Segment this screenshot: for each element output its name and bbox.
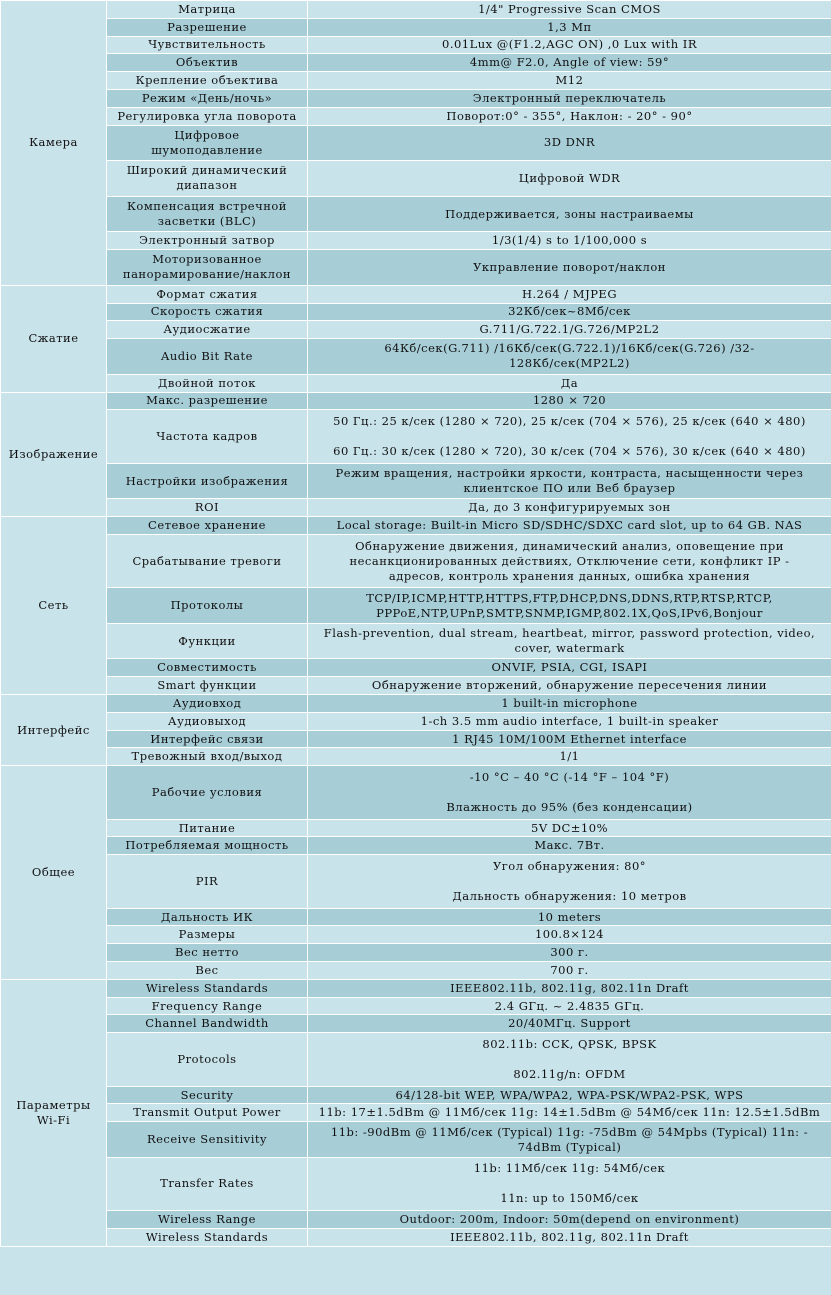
category-cell: Изображение bbox=[1, 392, 107, 517]
spec-value: Цифровой WDR bbox=[308, 161, 831, 197]
spec-value: IEEE802.11b, 802.11g, 802.11n Draft bbox=[308, 1228, 831, 1246]
spec-value: Обнаружение вторжений, обнаружение пересечения линии bbox=[308, 677, 831, 695]
spec-value: Обнаружение движения, динамический анализ, оповещение при несанкционированных действиях, Отключение сети, конфликт IP - адресов, контроль хранения данных, ошибка хранения bbox=[308, 534, 831, 587]
table-row bbox=[1, 36, 831, 54]
spec-value: Да bbox=[308, 374, 831, 392]
spec-label: Сетевое хранение bbox=[107, 517, 308, 535]
table-row bbox=[1, 1086, 831, 1104]
spec-value: 1 RJ45 10M/100M Ethernet interface bbox=[308, 730, 831, 748]
spec-value: Flash-prevention, dual stream, heartbeat, mirror, password protection, video, cover, watermark bbox=[308, 623, 831, 659]
table-row bbox=[1, 250, 831, 286]
spec-label: Protocols bbox=[107, 1033, 308, 1086]
table-row bbox=[1, 1228, 831, 1246]
table-row bbox=[1, 730, 831, 748]
spec-label: Потребляемая мощность bbox=[107, 837, 308, 855]
spec-label: Функции bbox=[107, 623, 308, 659]
spec-label: Channel Bandwidth bbox=[107, 1015, 308, 1033]
spec-value: 1 built-in microphone bbox=[308, 695, 831, 713]
spec-label: Тревожный вход/выход bbox=[107, 748, 308, 766]
spec-value: H.264 / MJPEG bbox=[308, 285, 831, 303]
table-row bbox=[1, 54, 831, 72]
spec-label: Разрешение bbox=[107, 18, 308, 36]
spec-value: 802.11b: CCK, QPSK, BPSK 802.11g/n: OFDM bbox=[308, 1033, 831, 1086]
spec-label: Питание bbox=[107, 819, 308, 837]
spec-label: Receive Sensitivity bbox=[107, 1122, 308, 1158]
spec-value: 1/3(1/4) s to 1/100,000 s bbox=[308, 232, 831, 250]
spec-value: 64/128-bit WEP, WPA/WPA2, WPA-PSK/WPA2-PSK, WPS bbox=[308, 1086, 831, 1104]
spec-value: M12 bbox=[308, 72, 831, 90]
spec-value: Макс. 7Вт. bbox=[308, 837, 831, 855]
table-row bbox=[1, 18, 831, 36]
table-row bbox=[1, 303, 831, 321]
spec-label: Моторизованное панорамирование/наклон bbox=[107, 250, 308, 286]
table-row bbox=[1, 285, 831, 303]
spec-label: PIR bbox=[107, 855, 308, 908]
spec-value: 1/4" Progressive Scan CMOS bbox=[308, 1, 831, 19]
spec-value: TCP/IP,ICMP,HTTP,HTTPS,FTP,DHCP,DNS,DDNS,RTP,RTSP,RTCP, PPPoE,NTP,UPnP,SMTP,SNMP,IGMP,802.1X,QoS,IPv6,Bonjour bbox=[308, 588, 831, 624]
table-row bbox=[1, 926, 831, 944]
spec-label: Крепление объектива bbox=[107, 72, 308, 90]
table-row bbox=[1, 748, 831, 766]
table-row bbox=[1, 1033, 831, 1086]
table-row bbox=[1, 855, 831, 908]
spec-label: Цифровое шумоподавление bbox=[107, 125, 308, 161]
table-row bbox=[1, 392, 831, 410]
spec-label: Электронный затвор bbox=[107, 232, 308, 250]
category-cell: Интерфейс bbox=[1, 695, 107, 766]
spec-value: Укправление поворот/наклон bbox=[308, 250, 831, 286]
table-row bbox=[1, 623, 831, 659]
spec-value: 32Кб/сек~8Мб/сек bbox=[308, 303, 831, 321]
table-row bbox=[1, 588, 831, 624]
table-row bbox=[1, 962, 831, 980]
spec-value: Угол обнаружения: 80° Дальность обнаружения: 10 метров bbox=[308, 855, 831, 908]
table-row bbox=[1, 72, 831, 90]
table-row bbox=[1, 1104, 831, 1122]
specifications-body bbox=[1, 1, 831, 1247]
spec-value: Да, до 3 конфигурируемых зон bbox=[308, 499, 831, 517]
spec-label: Audio Bit Rate bbox=[107, 339, 308, 375]
table-row bbox=[1, 410, 831, 463]
spec-label: Широкий динамический диапазон bbox=[107, 161, 308, 197]
spec-value: 1280 × 720 bbox=[308, 392, 831, 410]
spec-label: Аудиовыход bbox=[107, 712, 308, 730]
table-row bbox=[1, 659, 831, 677]
spec-value: 1,3 Мп bbox=[308, 18, 831, 36]
spec-label: Настройки изображения bbox=[107, 463, 308, 499]
table-row bbox=[1, 89, 831, 107]
spec-label: Рабочие условия bbox=[107, 766, 308, 819]
table-row bbox=[1, 339, 831, 375]
spec-value: Local storage: Built-in Micro SD/SDHC/SDXC card slot, up to 64 GB. NAS bbox=[308, 517, 831, 535]
table-row bbox=[1, 1, 831, 19]
table-row bbox=[1, 944, 831, 962]
spec-label: Частота кадров bbox=[107, 410, 308, 463]
table-row bbox=[1, 125, 831, 161]
spec-value: 0.01Lux @(F1.2,AGC ON) ,0 Lux with IR bbox=[308, 36, 831, 54]
table-row bbox=[1, 1157, 831, 1210]
spec-value: -10 °C – 40 °C (-14 °F – 104 °F) Влажность до 95% (без конденсации) bbox=[308, 766, 831, 819]
spec-value: IEEE802.11b, 802.11g, 802.11n Draft bbox=[308, 979, 831, 997]
spec-value: 2.4 GГц. ~ 2.4835 GГц. bbox=[308, 997, 831, 1015]
category-cell: Камера bbox=[1, 1, 107, 286]
spec-label: Wireless Standards bbox=[107, 1228, 308, 1246]
spec-label: Срабатывание тревоги bbox=[107, 534, 308, 587]
spec-value: 11b: -90dBm @ 11Мб/сек (Typical) 11g: -75dBm @ 54Mpbs (Typical) 11n: - 74dBm (Typical) bbox=[308, 1122, 831, 1158]
spec-label: Регулировка угла поворота bbox=[107, 107, 308, 125]
spec-label: Вес bbox=[107, 962, 308, 980]
table-row bbox=[1, 517, 831, 535]
spec-value: Поддерживается, зоны настраиваемы bbox=[308, 196, 831, 232]
spec-value: Электронный переключатель bbox=[308, 89, 831, 107]
spec-value: 700 г. bbox=[308, 962, 831, 980]
spec-value: 4mm@ F2.0, Angle of view: 59° bbox=[308, 54, 831, 72]
spec-value: 3D DNR bbox=[308, 125, 831, 161]
spec-label: Режим «День/ночь» bbox=[107, 89, 308, 107]
table-row bbox=[1, 908, 831, 926]
spec-label: Wireless Range bbox=[107, 1211, 308, 1229]
spec-label: Двойной поток bbox=[107, 374, 308, 392]
spec-value: 1-ch 3.5 mm audio interface, 1 built-in speaker bbox=[308, 712, 831, 730]
table-row bbox=[1, 695, 831, 713]
spec-label: Frequency Range bbox=[107, 997, 308, 1015]
spec-value: Режим вращения, настройки яркости, контраста, насыщенности через клиентское ПО или Веб браузер bbox=[308, 463, 831, 499]
spec-label: Скорость сжатия bbox=[107, 303, 308, 321]
table-row bbox=[1, 997, 831, 1015]
spec-label: Transfer Rates bbox=[107, 1157, 308, 1210]
spec-value: 100.8×124 bbox=[308, 926, 831, 944]
spec-value: 300 г. bbox=[308, 944, 831, 962]
spec-value: 50 Гц.: 25 к/сек (1280 × 720), 25 к/сек (704 × 576), 25 к/сек (640 × 480) 60 Гц.: 30 к/сек (1280 × 720), 30 к/сек (704 × 576), 30 к/сек (640 × 480) bbox=[308, 410, 831, 463]
spec-label: Макс. разрешение bbox=[107, 392, 308, 410]
spec-value: 10 meters bbox=[308, 908, 831, 926]
table-row bbox=[1, 837, 831, 855]
spec-value: 11b: 11Мб/сек 11g: 54Мб/сек 11n: up to 150Мб/сек bbox=[308, 1157, 831, 1210]
table-row bbox=[1, 107, 831, 125]
spec-label: Дальность ИК bbox=[107, 908, 308, 926]
spec-label: Формат сжатия bbox=[107, 285, 308, 303]
spec-label: Аудиосжатие bbox=[107, 321, 308, 339]
spec-label: Компенсация встречной засветки (BLC) bbox=[107, 196, 308, 232]
spec-label: Совместимость bbox=[107, 659, 308, 677]
table-row bbox=[1, 321, 831, 339]
category-cell: Сжатие bbox=[1, 285, 107, 392]
spec-value: 1/1 bbox=[308, 748, 831, 766]
spec-label: Объектив bbox=[107, 54, 308, 72]
spec-label: Smart функции bbox=[107, 677, 308, 695]
spec-label: Размеры bbox=[107, 926, 308, 944]
table-row bbox=[1, 1122, 831, 1158]
spec-value: 11b: 17±1.5dBm @ 11Мб/сек 11g: 14±1.5dBm @ 54Мб/сек 11n: 12.5±1.5dBm bbox=[308, 1104, 831, 1122]
table-row bbox=[1, 534, 831, 587]
spec-value: 20/40МГц. Support bbox=[308, 1015, 831, 1033]
table-row bbox=[1, 1015, 831, 1033]
spec-label: Аудиовход bbox=[107, 695, 308, 713]
table-row bbox=[1, 463, 831, 499]
category-cell: Параметры Wi-Fi bbox=[1, 979, 107, 1246]
category-cell: Сеть bbox=[1, 517, 107, 695]
table-row bbox=[1, 712, 831, 730]
spec-label: Чувствительность bbox=[107, 36, 308, 54]
spec-value: Поворот:0° - 355°, Наклон: - 20° - 90° bbox=[308, 107, 831, 125]
table-row bbox=[1, 374, 831, 392]
table-row bbox=[1, 677, 831, 695]
spec-label: Протоколы bbox=[107, 588, 308, 624]
spec-label: Transmit Output Power bbox=[107, 1104, 308, 1122]
spec-label: Вес нетто bbox=[107, 944, 308, 962]
table-row bbox=[1, 1211, 831, 1229]
spec-label: Security bbox=[107, 1086, 308, 1104]
spec-value: ONVIF, PSIA, CGI, ISAPI bbox=[308, 659, 831, 677]
table-row bbox=[1, 499, 831, 517]
spec-value: 64Кб/сек(G.711) /16Кб/сек(G.722.1)/16Кб/сек(G.726) /32- 128Кб/сек(MP2L2) bbox=[308, 339, 831, 375]
table-row bbox=[1, 979, 831, 997]
spec-label: Матрица bbox=[107, 1, 308, 19]
spec-label: ROI bbox=[107, 499, 308, 517]
category-cell: Общее bbox=[1, 766, 107, 980]
spec-label: Интерфейс связи bbox=[107, 730, 308, 748]
table-row bbox=[1, 196, 831, 232]
spec-value: Outdoor: 200m, Indoor: 50m(depend on environment) bbox=[308, 1211, 831, 1229]
spec-label: Wireless Standards bbox=[107, 979, 308, 997]
spec-value: 5V DC±10% bbox=[308, 819, 831, 837]
table-row bbox=[1, 161, 831, 197]
spec-value: G.711/G.722.1/G.726/MP2L2 bbox=[308, 321, 831, 339]
table-row bbox=[1, 766, 831, 819]
table-row bbox=[1, 819, 831, 837]
table-row bbox=[1, 232, 831, 250]
